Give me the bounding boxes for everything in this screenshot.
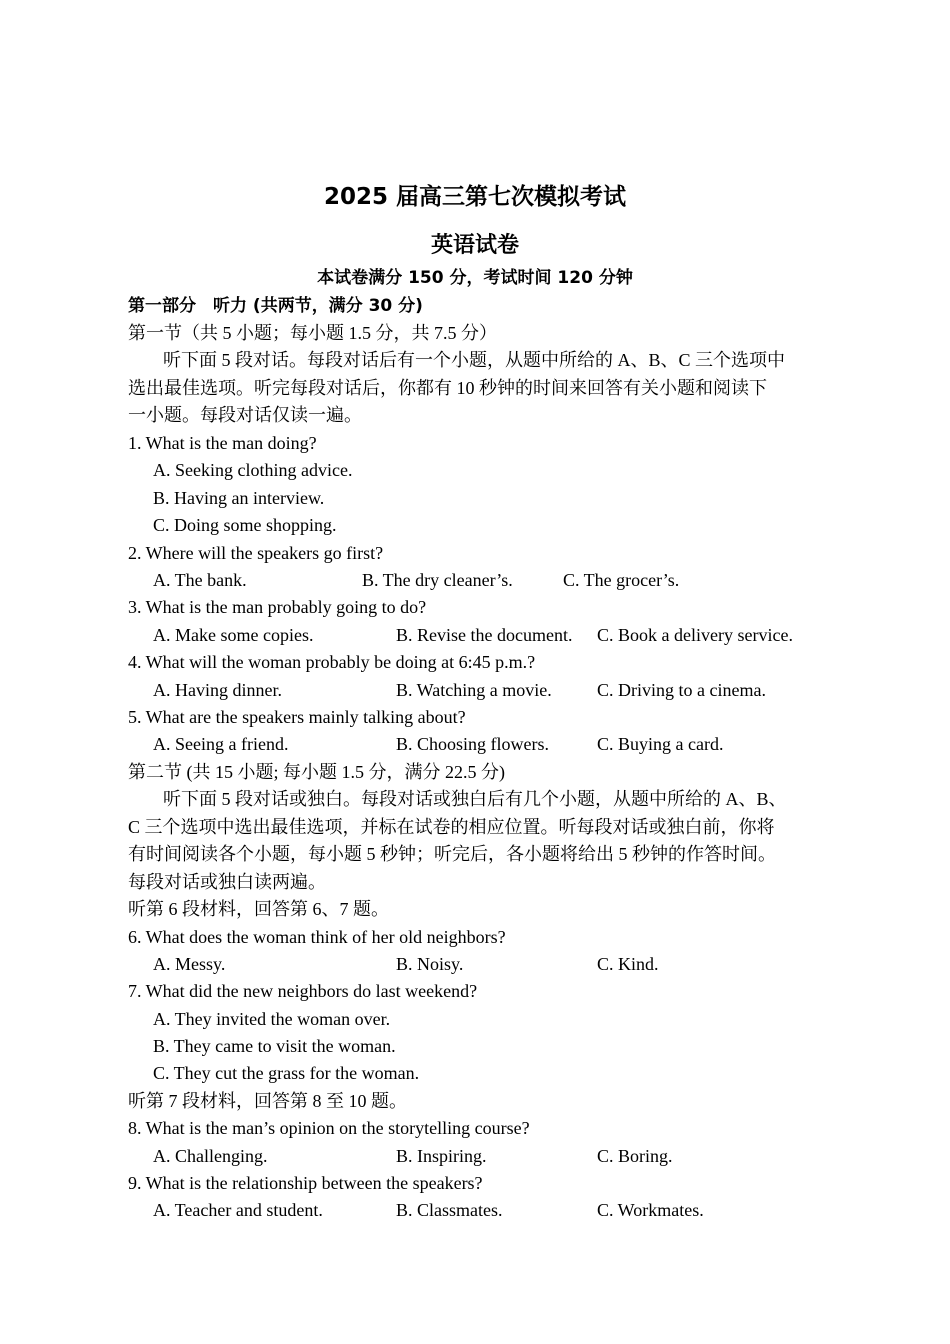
- option-7c: C. They cut the grass for the woman.: [153, 1063, 420, 1083]
- question-5: 5. What are the speakers mainly talking about?: [128, 707, 466, 727]
- material-7-heading: 听第 7 段材料，回答第 8 至 10 题。: [128, 1091, 407, 1111]
- option-5c: C. Buying a card.: [597, 734, 724, 754]
- exam-subject: 英语试卷: [430, 233, 519, 258]
- section2-heading: 第二节 (共 15 小题; 每小题 1.5 分，满分 22.5 分): [128, 762, 505, 782]
- option-9a: A. Teacher and student.: [153, 1200, 323, 1220]
- question-9: 9. What is the relationship between the speakers?: [128, 1173, 483, 1193]
- option-2c: C. The grocer’s.: [563, 570, 680, 590]
- question-3: 3. What is the man probably going to do?: [128, 597, 427, 617]
- question-2: 2. Where will the speakers go first?: [128, 543, 384, 563]
- option-9c: C. Workmates.: [597, 1200, 704, 1220]
- option-9b: B. Classmates.: [396, 1200, 503, 1220]
- option-7b: B. They came to visit the woman.: [153, 1036, 396, 1056]
- option-5b: B. Choosing flowers.: [396, 734, 549, 754]
- option-1a: A. Seeking clothing advice.: [153, 460, 353, 480]
- option-6b: B. Noisy.: [396, 954, 464, 974]
- option-1b: B. Having an interview.: [153, 488, 325, 508]
- section2-instructions: 每段对话或独白读两遍。: [128, 872, 326, 892]
- question-6: 6. What does the woman think of her old neighbors?: [128, 927, 506, 947]
- material-6-heading: 听第 6 段材料，回答第 6、7 题。: [128, 899, 389, 919]
- option-2b: B. The dry cleaner’s.: [362, 570, 513, 590]
- question-8: 8. What is the man’s opinion on the storytelling course?: [128, 1118, 530, 1138]
- option-4a: A. Having dinner.: [153, 680, 282, 700]
- section2-instructions: 听下面 5 段对话或独白。每段对话或独白后有几个小题，从题中所给的 A、B、: [163, 789, 787, 809]
- option-1c: C. Doing some shopping.: [153, 515, 337, 535]
- option-8b: B. Inspiring.: [396, 1146, 487, 1166]
- option-3a: A. Make some copies.: [153, 625, 314, 645]
- option-8a: A. Challenging.: [153, 1146, 268, 1166]
- option-4b: B. Watching a movie.: [396, 680, 552, 700]
- option-3c: C. Book a delivery service.: [597, 625, 793, 645]
- question-4: 4. What will the woman probably be doing at 6:45 p.m.?: [128, 652, 536, 672]
- option-8c: C. Boring.: [597, 1146, 673, 1166]
- option-5a: A. Seeing a friend.: [153, 734, 289, 754]
- question-1: 1. What is the man doing?: [128, 433, 317, 453]
- exam-title: 2025 届高三第七次模拟考试: [323, 184, 627, 210]
- exam-info: 本试卷满分 150 分，考试时间 120 分钟: [317, 268, 633, 288]
- question-7: 7. What did the new neighbors do last weekend?: [128, 981, 478, 1001]
- section2-instructions: 有时间阅读各个小题，每小题 5 秒钟；听完后，各小题将给出 5 秒钟的作答时间。: [128, 844, 776, 864]
- option-2a: A. The bank.: [153, 570, 247, 590]
- option-4c: C. Driving to a cinema.: [597, 680, 766, 700]
- option-6a: A. Messy.: [153, 954, 226, 974]
- option-6c: C. Kind.: [597, 954, 659, 974]
- section1-instructions: 一小题。每段对话仅读一遍。: [128, 405, 362, 425]
- section2-instructions: C 三个选项中选出最佳选项，并标在试卷的相应位置。听每段对话或独白前，你将: [128, 817, 775, 837]
- section1-instructions: 选出最佳选项。听完每段对话后，你都有 10 秒钟的时间来回答有关小题和阅读下: [128, 378, 767, 398]
- section1-instructions: 听下面 5 段对话。每段对话后有一个小题，从题中所给的 A、B、C 三个选项中: [163, 350, 786, 370]
- option-7a: A. They invited the woman over.: [153, 1009, 391, 1029]
- section1-heading: 第一节（共 5 小题；每小题 1.5 分，共 7.5 分）: [128, 323, 497, 343]
- part1-heading: 第一部分 听力 (共两节，满分 30 分): [128, 296, 423, 316]
- option-3b: B. Revise the document.: [396, 625, 573, 645]
